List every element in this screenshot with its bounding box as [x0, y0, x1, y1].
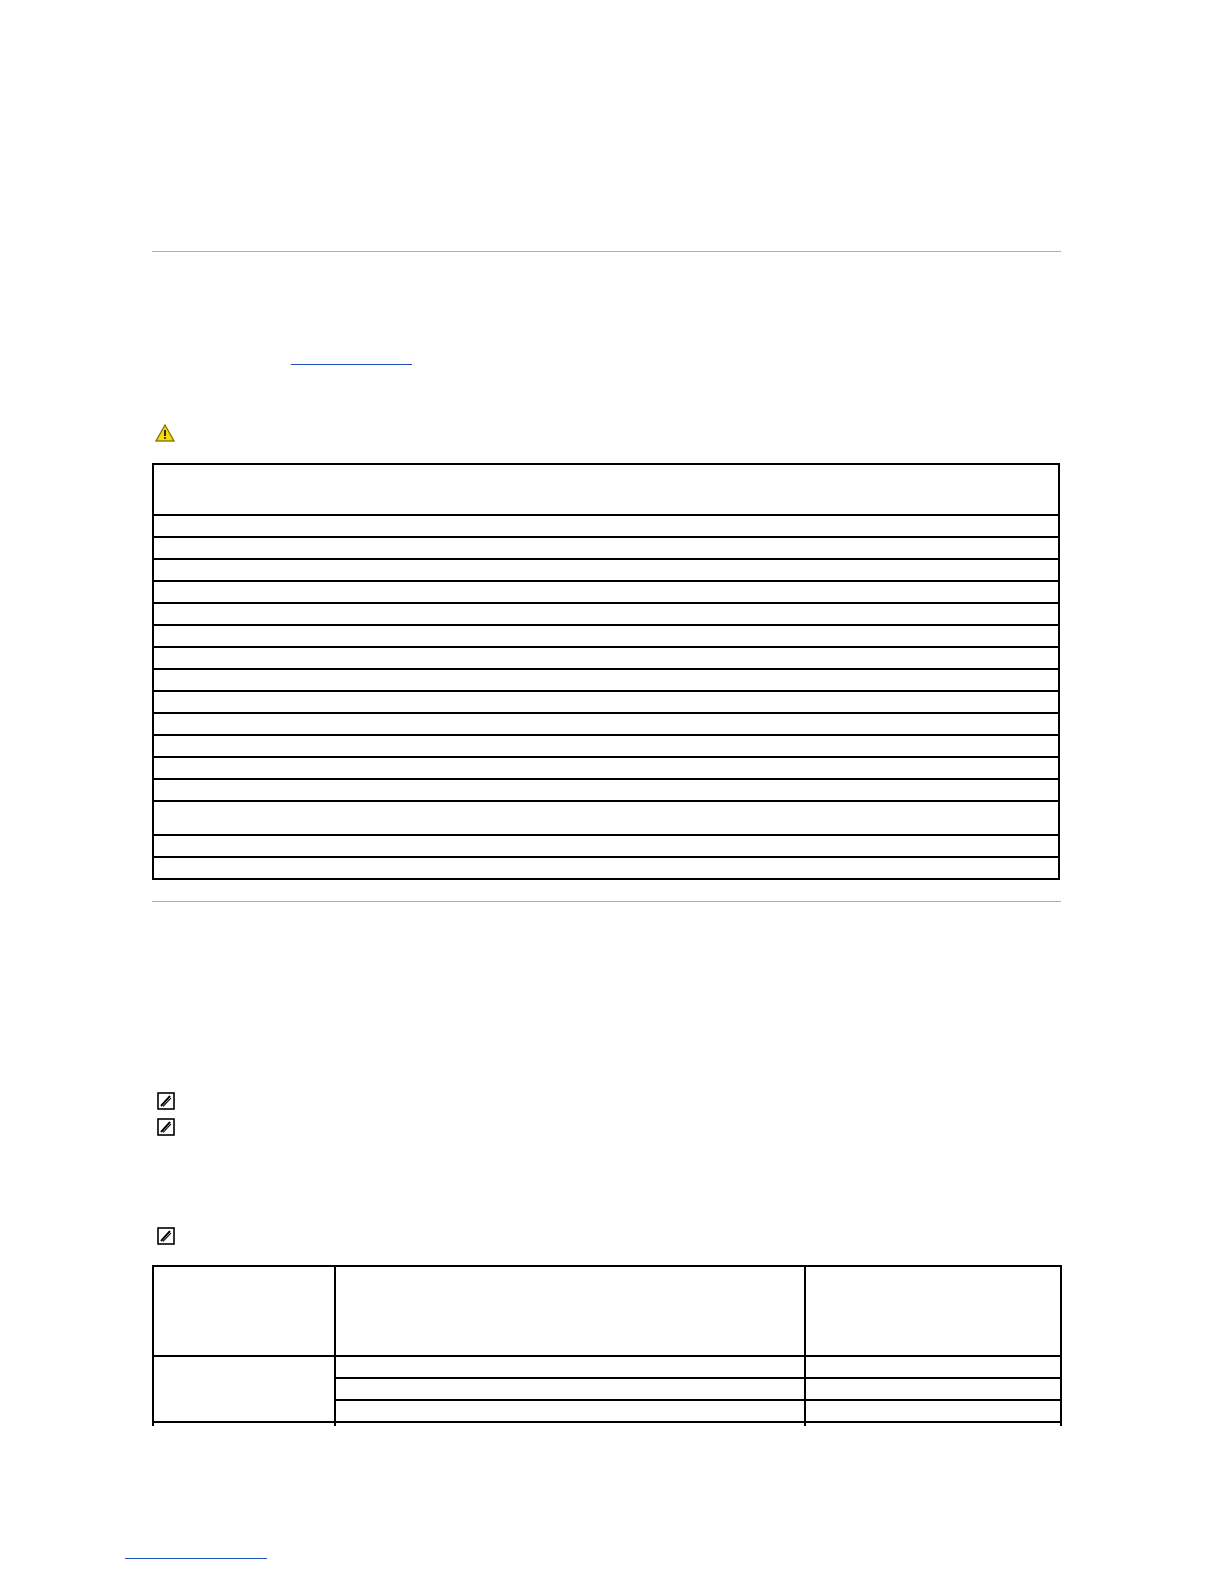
table-cell	[805, 1356, 1061, 1378]
table-header-cell	[805, 1266, 1061, 1356]
footer-link[interactable]	[125, 1558, 267, 1559]
table-header-cell	[153, 1266, 335, 1356]
table-row	[153, 464, 1059, 515]
section-divider-top	[152, 251, 1061, 252]
table-cell	[805, 1378, 1061, 1400]
table-row	[153, 835, 1059, 857]
caution-icon	[155, 424, 175, 442]
table-row	[153, 559, 1059, 581]
table-row	[153, 647, 1059, 669]
inline-link[interactable]	[291, 364, 412, 365]
table-row	[153, 603, 1059, 625]
settings-table	[152, 1265, 1062, 1426]
section-divider-middle	[152, 901, 1061, 902]
table-cell	[335, 1356, 805, 1378]
table-row	[153, 779, 1059, 801]
table-header-cell	[335, 1266, 805, 1356]
table-row	[153, 757, 1059, 779]
table-row	[153, 713, 1059, 735]
table-cell	[335, 1400, 805, 1422]
table-group-label	[153, 1356, 335, 1422]
table-row	[153, 537, 1059, 559]
table-row	[153, 669, 1059, 691]
specifications-table	[152, 463, 1060, 880]
note-icon	[157, 1227, 177, 1245]
table-cell	[335, 1378, 805, 1400]
table-row	[153, 515, 1059, 537]
table-row	[153, 857, 1059, 879]
table-row	[153, 801, 1059, 835]
table-cell	[805, 1400, 1061, 1422]
table-cell	[335, 1422, 805, 1426]
note-icon	[157, 1118, 177, 1136]
table-cell	[805, 1422, 1061, 1426]
table-row	[153, 735, 1059, 757]
table-row	[153, 691, 1059, 713]
table-cell	[153, 1422, 335, 1426]
note-icon	[157, 1092, 177, 1110]
table-row	[153, 625, 1059, 647]
table-row	[153, 581, 1059, 603]
